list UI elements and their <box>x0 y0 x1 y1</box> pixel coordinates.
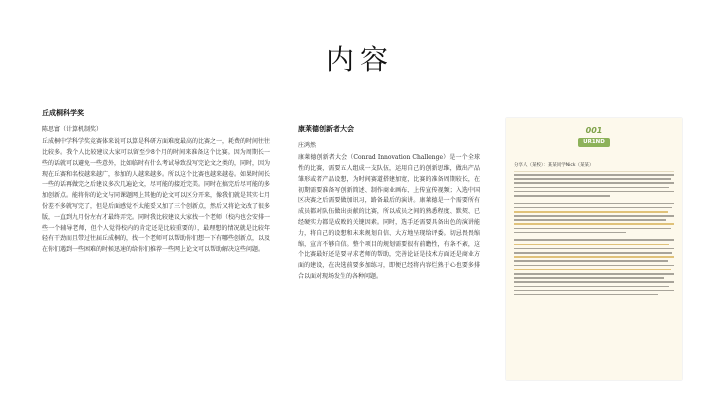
card-text-line <box>514 294 658 296</box>
card-text-line <box>514 219 666 221</box>
card-text-line <box>514 182 674 184</box>
card-text-line <box>514 273 674 275</box>
card-text-line <box>514 191 674 193</box>
card-text-line <box>514 281 674 283</box>
middle-article-author: 庄鸿然 <box>298 142 317 149</box>
card-text-line <box>514 252 672 254</box>
card-author-line: 分享人（某校）：某某同学Nick（某某） <box>514 162 674 172</box>
article-screenshot-card <box>506 118 682 380</box>
card-highlight-line <box>514 223 674 225</box>
card-highlight-line <box>514 244 669 246</box>
middle-article-heading: 康莱德创新者大会 <box>298 124 354 133</box>
card-text-lines <box>514 174 674 298</box>
card-badge <box>574 126 614 158</box>
card-highlight-line <box>514 211 668 213</box>
card-text-line <box>514 232 626 234</box>
middle-article-body: 康莱德创新者大会（Conrad Innovation Challenge）是一个全球性的比赛，需要五人组成一支队伍，运用自己的创新思维，做出产品雏形或者产品设想，为时间赛道搭建加宽，比赛的准备周期较长，在初期需要准备写创新简述、制作商业画布、上传宣传视频；入选中国区决赛之后需要做加讯习，路备最后的演讲。康莱德是一个需要所有成员都对队伍做出贡献的比赛，所以成员之间的熟悉程度、默契、已经硬实力都是成败的关键因素。同时，选手还需要具备出色的演讲能力，将自己的设想和未来规划自信、大方地呈现给评委。切忌畏畏缩缩，宣言不够自信。整个项目的规划需要很有前瞻性，有条不紊，这个比赛最好还是要寻求老师的帮助，完善论证是技术方面还是商业方面的建设，在决选前要多加练习，即便已经将内容烂熟于心也要多排合以面对现场发生的各种问题。 <box>298 154 480 280</box>
card-highlight-line <box>514 256 674 258</box>
card-text-line <box>514 215 674 217</box>
card-text-line <box>514 174 674 176</box>
card-text-line <box>514 228 671 230</box>
card-text-line <box>514 286 669 288</box>
left-article <box>42 108 270 256</box>
card-text-line <box>514 203 674 205</box>
card-text-line <box>514 277 664 279</box>
slide-title: 内容 <box>325 43 394 76</box>
card-text-line <box>514 260 668 262</box>
card-text-line <box>514 265 674 267</box>
card-text-line <box>514 207 672 209</box>
card-text-line <box>514 248 674 250</box>
left-article-body: 丘成桐中学科学奖竞赛体来说可以算是科研方面难度最高的比赛之一，耗费的时间往往比较多。我个人比较建议大家可以留至少8个月的时间来准备这个比赛。因为周期长一些的话就可以避免一些意外，比如临时有什么考试导致没写完论文之类的，同时，因为现在丘赛和名校越来越广，参加的人越来越多。所以这个比赛也越来越卷。如果时间长一些的话再做完之后建议多次几遍论文，尽可能的接近完美。同时在搞完后尽可能的多加创新点。能将你的论文与同课题网上其他的论文可以区分开来，像我们就是其实七月份差不多就写完了，但是后面感觉不太能妥又加了三个创新点，然后又将论文改了很多版，一直到九月份左右才最终弄完。同时我比较建议大家找一个老师（校内也会安排一些一个辅导老师，但个人觉得校内的肯定还是比较重要的），最理想的情况就是比较年轻有干劲而且带过往届丘成桐的，找一个老师可以帮助你们想一下有哪些创新点，以及在你们遇到一些困难的时候迅速的给你们推荐一些网上论文可以帮助解决这些问题。 <box>42 138 271 254</box>
middle-article <box>298 124 480 283</box>
card-highlight-line <box>514 269 671 271</box>
left-article-heading: 丘成桐科学奖 <box>42 108 84 117</box>
card-text-line <box>514 290 674 292</box>
card-text-line <box>514 239 674 241</box>
card-text-line <box>514 195 610 197</box>
card-text-line <box>514 187 669 189</box>
badge-label: UR1ND <box>583 139 605 145</box>
card-text-line <box>514 178 671 180</box>
badge-number: 001 <box>585 126 603 135</box>
left-article-author: 陈思富（计算机制奖） <box>42 126 103 133</box>
